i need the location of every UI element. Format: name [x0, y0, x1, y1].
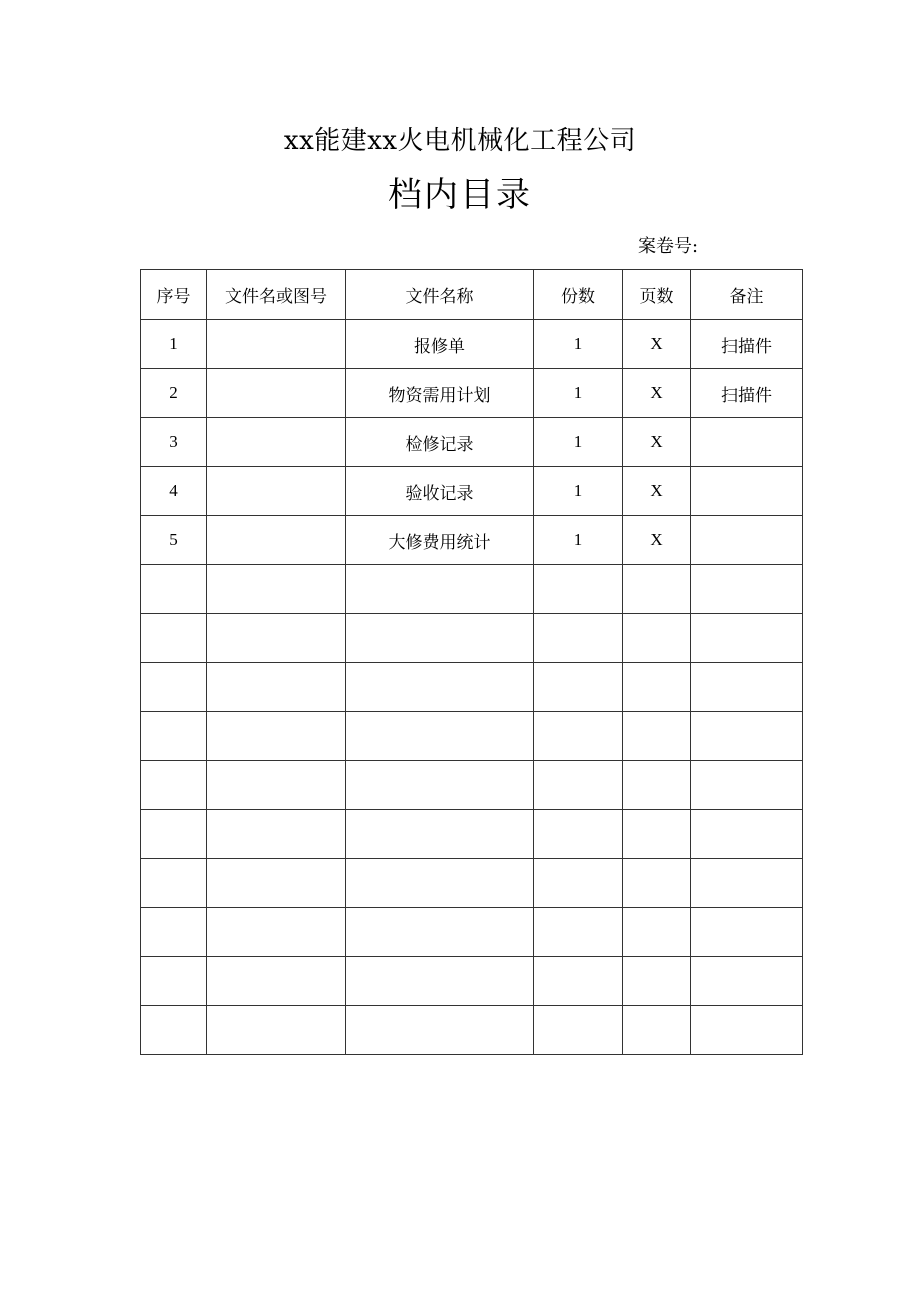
seq-cell	[141, 957, 207, 1006]
seq-cell	[141, 614, 207, 663]
column-header-file-name: 文件名称	[346, 270, 534, 320]
file-name-cell: 报修单	[346, 320, 534, 369]
pages-cell	[623, 761, 691, 810]
file-no-cell	[207, 516, 346, 565]
file-no-cell	[207, 957, 346, 1006]
file-name-cell	[346, 810, 534, 859]
seq-cell	[141, 761, 207, 810]
column-header-remark: 备注	[691, 270, 803, 320]
copies-cell	[534, 908, 623, 957]
seq-cell	[141, 565, 207, 614]
copies-cell: 1	[534, 320, 623, 369]
table-row	[141, 1006, 803, 1055]
file-no-cell	[207, 369, 346, 418]
column-header-seq: 序号	[141, 270, 207, 320]
copies-cell	[534, 761, 623, 810]
column-header-file-no: 文件名或图号	[207, 270, 346, 320]
pages-cell	[623, 859, 691, 908]
table-row	[141, 565, 803, 614]
remark-cell	[691, 418, 803, 467]
copies-cell	[534, 810, 623, 859]
pages-cell	[623, 565, 691, 614]
pages-cell: X	[623, 418, 691, 467]
seq-cell	[141, 712, 207, 761]
table-row	[141, 859, 803, 908]
catalog-table	[140, 269, 803, 1055]
remark-cell	[691, 516, 803, 565]
seq-cell: 1	[141, 320, 207, 369]
remark-cell: 扫描件	[691, 320, 803, 369]
copies-cell	[534, 859, 623, 908]
file-name-cell	[346, 614, 534, 663]
pages-cell: X	[623, 369, 691, 418]
remark-cell	[691, 467, 803, 516]
table-row	[141, 712, 803, 761]
file-no-cell	[207, 614, 346, 663]
remark-cell	[691, 957, 803, 1006]
seq-cell: 3	[141, 418, 207, 467]
column-header-copies: 份数	[534, 270, 623, 320]
copies-cell	[534, 614, 623, 663]
file-no-cell	[207, 712, 346, 761]
copies-cell	[534, 1006, 623, 1055]
file-name-cell: 物资需用计划	[346, 369, 534, 418]
pages-cell	[623, 1006, 691, 1055]
table-row	[141, 761, 803, 810]
table-header-row	[141, 270, 803, 320]
file-no-cell	[207, 761, 346, 810]
copies-cell	[534, 957, 623, 1006]
file-name-cell: 大修费用统计	[346, 516, 534, 565]
remark-cell	[691, 712, 803, 761]
pages-cell	[623, 957, 691, 1006]
table-row	[141, 614, 803, 663]
copies-cell	[534, 712, 623, 761]
file-name-cell	[346, 712, 534, 761]
remark-cell: 扫描件	[691, 369, 803, 418]
file-no-cell	[207, 1006, 346, 1055]
file-no-cell	[207, 320, 346, 369]
table-row	[141, 663, 803, 712]
file-no-cell	[207, 418, 346, 467]
pages-cell: X	[623, 320, 691, 369]
remark-cell	[691, 1006, 803, 1055]
page-title: 档内目录	[388, 175, 532, 215]
copies-cell: 1	[534, 369, 623, 418]
copies-cell	[534, 565, 623, 614]
column-header-pages: 页数	[623, 270, 691, 320]
remark-cell	[691, 810, 803, 859]
file-name-cell	[346, 957, 534, 1006]
file-no-cell	[207, 859, 346, 908]
file-no-cell	[207, 565, 346, 614]
pages-cell	[623, 712, 691, 761]
seq-cell	[141, 1006, 207, 1055]
copies-cell: 1	[534, 467, 623, 516]
remark-cell	[691, 908, 803, 957]
file-name-cell: 验收记录	[346, 467, 534, 516]
table-row	[141, 957, 803, 1006]
table-row	[141, 516, 803, 565]
remark-cell	[691, 761, 803, 810]
file-name-cell	[346, 663, 534, 712]
remark-cell	[691, 614, 803, 663]
file-no-cell	[207, 810, 346, 859]
seq-cell: 5	[141, 516, 207, 565]
seq-cell: 4	[141, 467, 207, 516]
table-row	[141, 908, 803, 957]
company-name: xx能建xx火电机械化工程公司	[283, 126, 637, 156]
seq-cell	[141, 810, 207, 859]
file-no-cell	[207, 663, 346, 712]
file-name-cell	[346, 565, 534, 614]
pages-cell	[623, 614, 691, 663]
pages-cell	[623, 663, 691, 712]
pages-cell: X	[623, 467, 691, 516]
copies-cell	[534, 663, 623, 712]
seq-cell	[141, 859, 207, 908]
file-no-cell	[207, 467, 346, 516]
remark-cell	[691, 663, 803, 712]
pages-cell	[623, 810, 691, 859]
remark-cell	[691, 565, 803, 614]
table-row	[141, 418, 803, 467]
copies-cell: 1	[534, 418, 623, 467]
pages-cell: X	[623, 516, 691, 565]
remark-cell	[691, 859, 803, 908]
seq-cell: 2	[141, 369, 207, 418]
table-row	[141, 369, 803, 418]
file-name-cell	[346, 761, 534, 810]
seq-cell	[141, 663, 207, 712]
seq-cell	[141, 908, 207, 957]
table-row	[141, 467, 803, 516]
table-row	[141, 810, 803, 859]
case-number-label: 案卷号:	[638, 236, 699, 257]
file-name-cell	[346, 859, 534, 908]
file-name-cell	[346, 1006, 534, 1055]
file-name-cell: 检修记录	[346, 418, 534, 467]
copies-cell: 1	[534, 516, 623, 565]
pages-cell	[623, 908, 691, 957]
file-name-cell	[346, 908, 534, 957]
table-row	[141, 320, 803, 369]
file-no-cell	[207, 908, 346, 957]
